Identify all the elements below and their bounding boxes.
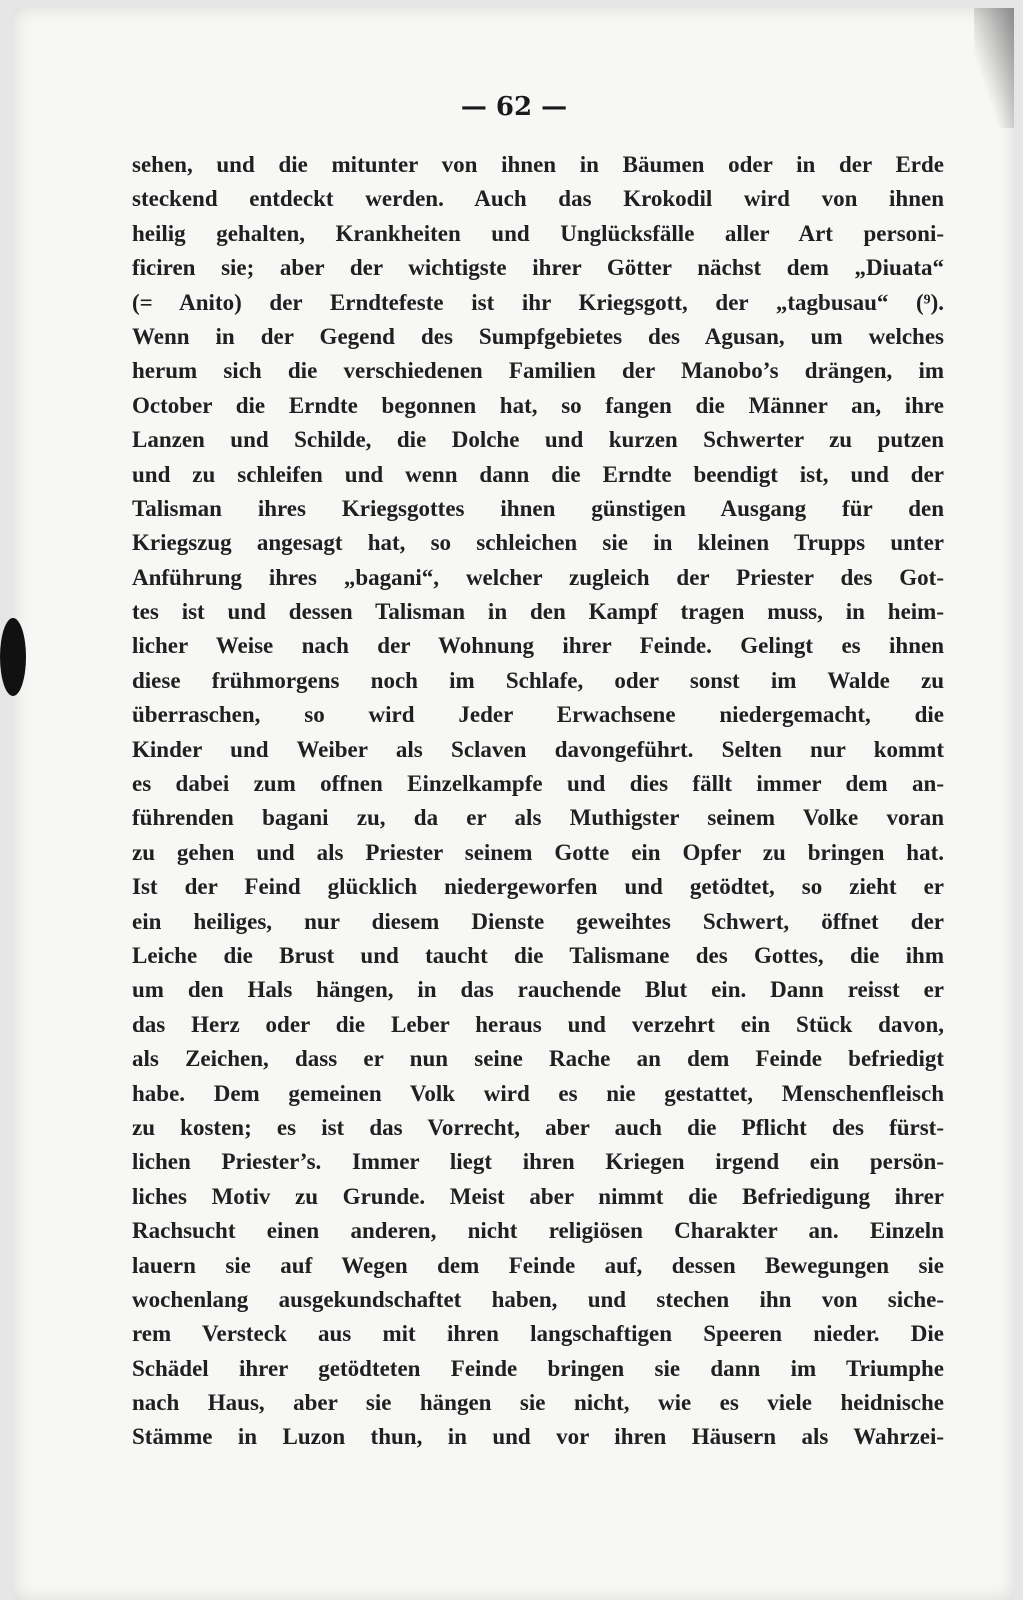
text-line: wochenlang ausgekundschaftet haben, und stechen ihn von siche- — [132, 1286, 944, 1312]
text-line: Anführung ihres „bagani“, welcher zugleich der Priester des Got- — [132, 564, 944, 590]
text-line: Stämme in Luzon thun, in und vor ihren Häusern als Wahrzei- — [132, 1424, 944, 1450]
text-line: October die Erndte begonnen hat, so fangen die Männer an, ihre — [132, 392, 944, 418]
text-line: diese frühmorgens noch im Schlafe, oder sonst im Walde zu — [132, 667, 944, 693]
text-line: Schädel ihrer getödteten Feinde bringen sie dann im Triumphe — [132, 1355, 944, 1381]
text-line: ein heiliges, nur diesem Dienste geweihtes Schwert, öffnet der — [132, 908, 944, 934]
text-line: lauern sie auf Wegen dem Feinde auf, dessen Bewegungen sie — [132, 1252, 944, 1278]
text-line: nach Haus, aber sie hängen sie nicht, wie es viele heidnische — [132, 1390, 944, 1416]
text-line: heilig gehalten, Krankheiten und Unglücksfälle aller Art personi- — [132, 220, 944, 246]
text-line: Ist der Feind glücklich niedergeworfen und getödtet, so zieht er — [132, 874, 944, 900]
text-line: Wenn in der Gegend des Sumpfgebietes des Agusan, um welches — [132, 323, 944, 349]
text-line: ficiren sie; aber der wichtigste ihrer Götter nächst dem „Diuata“ — [132, 255, 944, 281]
body-text — [132, 148, 944, 1455]
book-page — [14, 8, 1014, 1600]
text-line: Lanzen und Schilde, die Dolche und kurzen Schwerter zu putzen — [132, 427, 944, 453]
text-line: sehen, und die mitunter von ihnen in Bäumen oder in der Erde — [132, 152, 944, 177]
text-line: das Herz oder die Leber heraus und verzehrt ein Stück davon, — [132, 1011, 944, 1037]
text-line: führenden bagani zu, da er als Muthigster seinem Volke voran — [132, 805, 944, 831]
text-line: Kinder und Weiber als Sclaven davongeführt. Selten nur kommt — [132, 736, 944, 762]
text-line: Talisman ihres Kriegsgottes ihnen günstigen Ausgang für den — [132, 495, 944, 521]
page-number: — 62 — — [460, 92, 568, 122]
text-line: überraschen, so wird Jeder Erwachsene niedergemacht, die — [132, 702, 944, 728]
text-line: Rachsucht einen anderen, nicht religiösen Charakter an. Einzeln — [132, 1218, 944, 1244]
text-line: liches Motiv zu Grunde. Meist aber nimmt die Befriedigung ihrer — [132, 1183, 944, 1209]
text-line: Leiche die Brust und taucht die Talismane des Gottes, die ihm — [132, 942, 944, 968]
text-line: Kriegszug angesagt hat, so schleichen sie in kleinen Trupps unter — [132, 530, 944, 556]
text-line: es dabei zum offnen Einzelkampfe und dies fällt immer dem an- — [132, 771, 944, 797]
text-line: steckend entdeckt werden. Auch das Krokodil wird von ihnen — [132, 186, 944, 212]
text-line: zu gehen und als Priester seinem Gotte ein Opfer zu bringen hat. — [132, 839, 944, 865]
text-line: habe. Dem gemeinen Volk wird es nie gestattet, Menschenfleisch — [132, 1080, 944, 1106]
text-line: rem Versteck aus mit ihren langschaftigen Speeren nieder. Die — [132, 1321, 944, 1347]
text-line: licher Weise nach der Wohnung ihrer Feinde. Gelingt es ihnen — [132, 633, 944, 659]
text-line: als Zeichen, dass er nun seine Rache an dem Feinde befriedigt — [132, 1046, 944, 1072]
text-line: und zu schleifen und wenn dann die Erndte beendigt ist, und der — [132, 461, 944, 487]
text-line: lichen Priester’s. Immer liegt ihren Kriegen irgend ein persön- — [132, 1149, 944, 1175]
text-line: (= Anito) der Erndtefeste ist ihr Kriegsgott, der „tagbusau“ (⁹). — [132, 289, 944, 315]
text-line: um den Hals hängen, in das rauchende Blut ein. Dann reisst er — [132, 977, 944, 1003]
text-line: tes ist und dessen Talisman in den Kampf tragen muss, in heim- — [132, 599, 944, 625]
binding-mark — [0, 618, 26, 696]
text-line: zu kosten; es ist das Vorrecht, aber auch die Pflicht des fürst- — [132, 1114, 944, 1140]
text-line: herum sich die verschiedenen Familien der Manobo’s drängen, im — [132, 358, 944, 384]
